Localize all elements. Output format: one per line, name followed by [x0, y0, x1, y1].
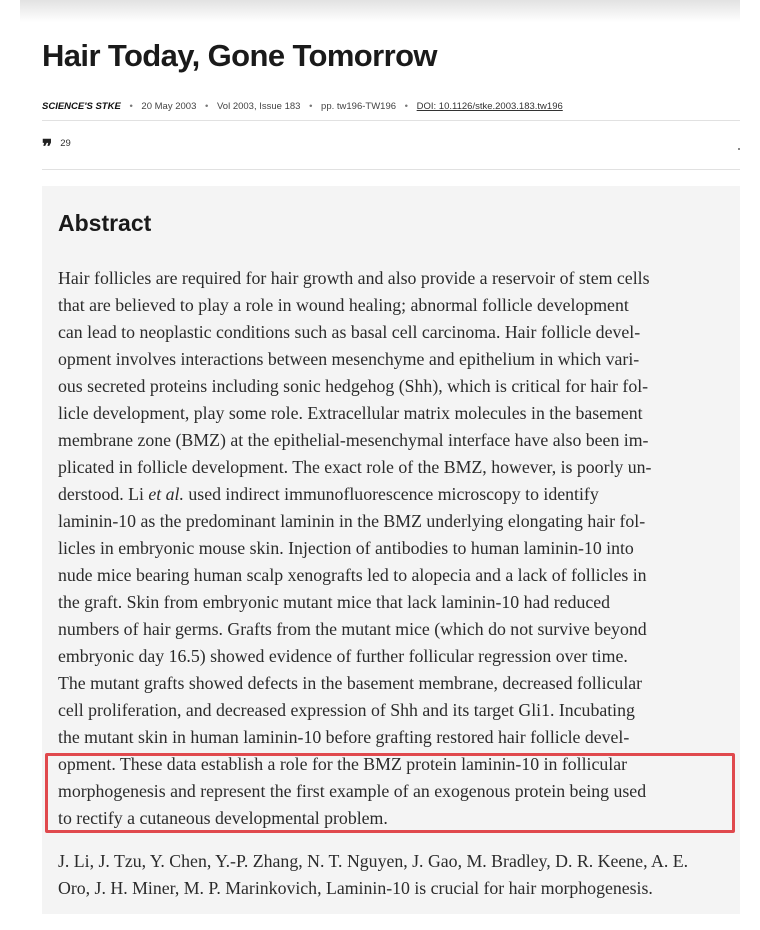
line-text: used indirect immunofluorescence microscopy to identify	[183, 484, 599, 504]
abstract-heading: Abstract	[58, 210, 152, 236]
scroll-cutoff	[42, 914, 740, 916]
abstract-line: opment involves interactions between mesenchyme and epithelium in which vari-	[58, 349, 640, 369]
divider	[42, 169, 740, 170]
highlight-box	[45, 753, 735, 833]
abstract-line: The mutant grafts showed defects in the basement membrane, decreased follicular	[58, 673, 643, 693]
volume-issue[interactable]: Vol 2003, Issue 183	[216, 101, 301, 112]
et-al: et al.	[148, 484, 184, 504]
citation-count: 29	[60, 138, 71, 149]
abstract-line: the mutant skin in human laminin-10 before grafting restored hair follicle devel-	[58, 727, 630, 747]
quote-icon: ❞	[42, 135, 53, 158]
line-text: derstood. Li	[58, 484, 149, 504]
journal-name[interactable]: SCIENCE'S STKE	[42, 101, 121, 112]
reference-line: J. Li, J. Tzu, Y. Chen, Y.-P. Zhang, N. T. Nguyen, J. Gao, M. Bradley, D. R. Keene, A. E.	[58, 851, 689, 871]
meta-separator: •	[309, 101, 313, 112]
article-meta	[42, 101, 563, 112]
citations-button[interactable]	[42, 135, 71, 158]
abstract-line	[58, 481, 730, 508]
abstract-line: licle development, play some role. Extracellular matrix molecules in the basement	[58, 403, 643, 423]
abstract-line: licles in embryonic mouse skin. Injection of antibodies to human laminin-10 into	[58, 538, 634, 558]
abstract-line: laminin-10 as the predominant laminin in the BMZ underlying elongating hair fol-	[58, 511, 646, 531]
reference-citation	[58, 848, 730, 902]
reference-line: Oro, J. H. Miner, M. P. Marinkovich, Laminin-10 is crucial for hair morphogenesis.	[58, 878, 653, 898]
overflow-icon	[738, 148, 740, 150]
abstract-line: ous secreted proteins including sonic hedgehog (Shh), which is critical for hair fol-	[58, 376, 649, 396]
abstract-line: the graft. Skin from embryonic mutant mice that lack laminin-10 had reduced	[58, 592, 611, 612]
abstract-line: membrane zone (BMZ) at the epithelial-mesenchymal interface have also been im-	[58, 430, 649, 450]
publication-date: 20 May 2003	[141, 101, 197, 112]
meta-separator: •	[129, 101, 133, 112]
abstract-line: that are believed to play a role in wound healing; abnormal follicle development	[58, 295, 629, 315]
abstract-line: numbers of hair germs. Grafts from the mutant mice (which do not survive beyond	[58, 619, 647, 639]
abstract-line: can lead to neoplastic conditions such as basal cell carcinoma. Hair follicle devel-	[58, 322, 641, 342]
abstract-line: cell proliferation, and decreased expression of Shh and its target Gli1. Incubating	[58, 700, 635, 720]
abstract-line: nude mice bearing human scalp xenografts led to alopecia and a lack of follicles in	[58, 565, 647, 585]
abstract-text	[58, 265, 730, 832]
top-shadow	[20, 0, 740, 22]
abstract-line: opment. These data establish a role for the BMZ protein laminin-10 in follicular	[58, 754, 628, 774]
page-range: pp. tw196-TW196	[321, 101, 397, 112]
abstract-line: to rectify a cutaneous developmental problem.	[58, 808, 388, 828]
abstract-line: morphogenesis and represent the first example of an exogenous protein being used	[58, 781, 647, 801]
meta-separator: •	[404, 101, 408, 112]
abstract-line: Hair follicles are required for hair growth and also provide a reservoir of stem cells	[58, 268, 650, 288]
article-title: Hair Today, Gone Tomorrow	[42, 38, 437, 73]
abstract-line: embryonic day 16.5) showed evidence of further follicular regression over time.	[58, 646, 628, 666]
meta-separator: •	[205, 101, 209, 112]
abstract-line: plicated in follicle development. The exact role of the BMZ, however, is poorly un-	[58, 457, 652, 477]
doi-link[interactable]: DOI: 10.1126/stke.2003.183.tw196	[416, 101, 563, 112]
divider	[42, 120, 740, 121]
